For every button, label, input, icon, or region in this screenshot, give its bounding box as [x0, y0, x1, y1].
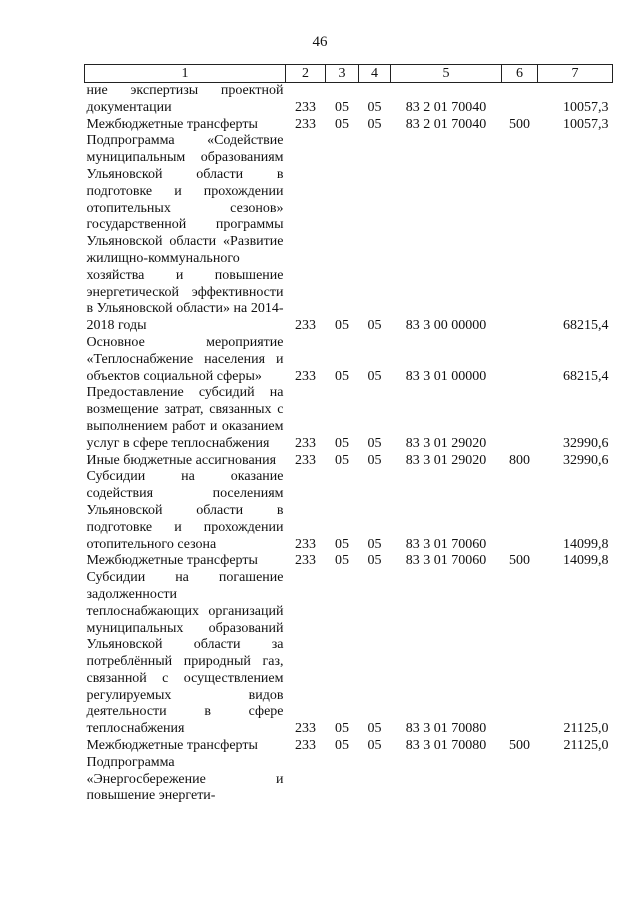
target-article-code: 83 2 01 70040 [405, 99, 487, 115]
ministry-code: 233 [295, 116, 316, 132]
item-name: Предоставление субсидий на возмещение затрат, связанных с выполнением работ и оказанием услуг в сфере теплоснабжения [86, 385, 284, 451]
target-article-code: 83 3 01 70080 [405, 738, 487, 754]
table-row [85, 335, 613, 385]
ministry-code: 233 [295, 318, 316, 334]
target-article-code: 83 3 01 00000 [405, 368, 487, 384]
table-row [85, 570, 613, 738]
table-row [85, 553, 613, 570]
header-col-1: 1 [85, 65, 286, 83]
subsection-code: 05 [367, 553, 382, 569]
subsection-code: 05 [367, 536, 382, 552]
header-col-3: 3 [326, 65, 359, 83]
amount: 21125,0 [563, 721, 609, 737]
target-article-code: 83 3 01 70080 [405, 721, 487, 737]
table-row [85, 133, 613, 335]
expense-type-code [502, 83, 538, 117]
subsection-code: 05 [367, 318, 382, 334]
subsection-code: 05 [367, 721, 382, 737]
expense-type-code [502, 570, 538, 738]
section-code: 05 [335, 536, 349, 552]
subsection-code: 05 [367, 368, 382, 384]
ministry-code: 233 [295, 536, 316, 552]
page-number: 46 [312, 34, 328, 50]
amount: 10057,3 [563, 99, 609, 115]
table-row [85, 755, 613, 805]
expense-type-code [502, 133, 538, 335]
section-code: 05 [335, 368, 349, 384]
section-code: 05 [335, 99, 349, 115]
table-row [85, 385, 613, 452]
header-col-5: 5 [391, 65, 502, 83]
section-code: 05 [335, 318, 349, 334]
header-col-7: 7 [538, 65, 613, 83]
ministry-code: 233 [295, 435, 316, 451]
target-article-code: 83 3 01 70060 [405, 553, 487, 569]
item-name: Субсидии на погашение задолженности теплоснабжающих организаций муниципальных образований Ульяновской области за потреблённый природный газ, связанной с осуществлением регулируемых видов деятельности в сфере теплоснабжения [86, 570, 284, 737]
section-code: 05 [335, 738, 349, 754]
target-article-code: 83 3 01 29020 [405, 452, 487, 468]
expense-type-code: 500 [509, 553, 530, 569]
ministry-code: 233 [295, 452, 316, 468]
amount: 14099,8 [563, 553, 609, 569]
section-code: 05 [335, 553, 349, 569]
item-name: Подпрограмма «Содействие муниципальным образованиям Ульяновской области в подготовке и прохождении отопительных сезонов» государственной программы Ульяновской области «Развитие жилищно-коммунального хозяйства и повышение энергетической эффективности в Ульяновской области» на 2014-2018 годы [86, 133, 284, 334]
amount: 10057,3 [563, 116, 609, 132]
ministry-code: 233 [295, 368, 316, 384]
ministry-code: 233 [295, 721, 316, 737]
item-name: Подпрограмма «Энергосбережение и повышение энергети- [86, 754, 284, 804]
expense-type-code [502, 469, 538, 553]
ministry-code: 233 [295, 99, 316, 115]
expense-type-code: 800 [509, 452, 530, 468]
target-article-code: 83 3 01 70060 [405, 536, 487, 552]
section-code: 05 [335, 721, 349, 737]
amount: 68215,4 [563, 318, 609, 334]
target-article-code: 83 2 01 70040 [405, 116, 487, 132]
item-name: Межбюджетные трансферты [86, 553, 258, 569]
budget-table [84, 64, 613, 805]
target-article-code: 83 3 00 00000 [405, 318, 487, 334]
section-code [326, 755, 359, 805]
amount: 32990,6 [563, 435, 609, 451]
header-col-6: 6 [502, 65, 538, 83]
section-code: 05 [335, 435, 349, 451]
expense-type-code: 500 [509, 116, 530, 132]
header-col-2: 2 [286, 65, 326, 83]
subsection-code: 05 [367, 738, 382, 754]
subsection-code: 05 [367, 452, 382, 468]
item-name: Субсидии на оказание содействия поселениям Ульяновской области в подготовке и прохождении отопительного сезона [86, 469, 284, 552]
item-name: ние экспертизы проектной документации [86, 83, 284, 115]
expense-type-code [502, 385, 538, 452]
table-row [85, 83, 613, 117]
ministry-code [286, 755, 326, 805]
item-name: Основное мероприятие «Теплоснабжение населения и объектов социальной сферы» [86, 334, 284, 384]
subsection-code: 05 [367, 99, 382, 115]
table-row [85, 469, 613, 553]
item-name: Межбюджетные трансферты [86, 116, 258, 132]
table-row [85, 738, 613, 755]
subsection-code: 05 [367, 116, 382, 132]
ministry-code: 233 [295, 553, 316, 569]
amount: 14099,8 [563, 536, 609, 552]
subsection-code: 05 [367, 435, 382, 451]
target-article-code [391, 755, 502, 805]
amount: 21125,0 [563, 738, 609, 754]
subsection-code [359, 755, 391, 805]
header-row [85, 65, 613, 83]
table-row [85, 117, 613, 134]
amount [538, 755, 613, 805]
header-col-4: 4 [359, 65, 391, 83]
section-code: 05 [335, 116, 349, 132]
expense-type-code [502, 755, 538, 805]
amount: 68215,4 [563, 368, 609, 384]
expense-type-code [502, 335, 538, 385]
amount: 32990,6 [563, 452, 609, 468]
target-article-code: 83 3 01 29020 [405, 435, 487, 451]
item-name: Межбюджетные трансферты [86, 738, 258, 754]
item-name: Иные бюджетные ассигнования [86, 452, 277, 468]
section-code: 05 [335, 452, 349, 468]
table-row [85, 453, 613, 470]
expense-type-code: 500 [509, 738, 530, 754]
ministry-code: 233 [295, 738, 316, 754]
